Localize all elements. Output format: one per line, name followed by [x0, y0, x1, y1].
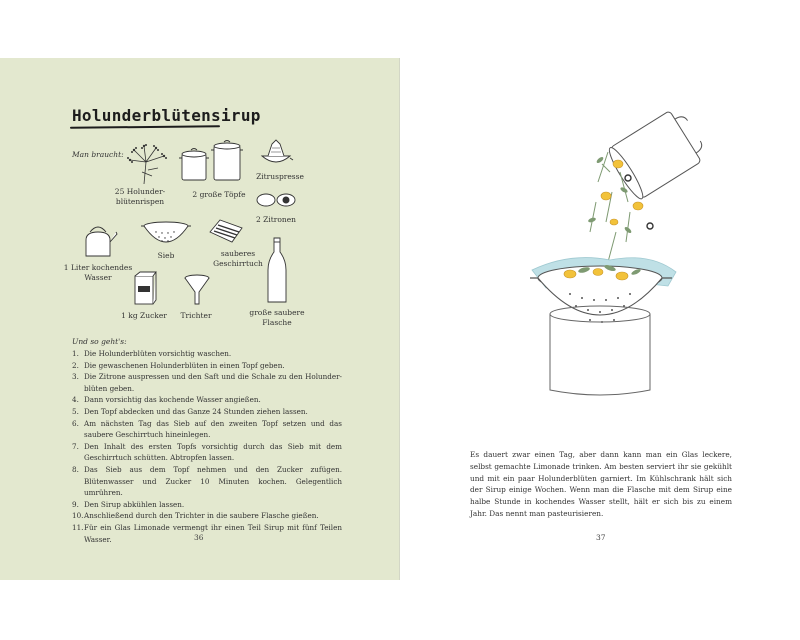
list-item: 2. Die gewaschenen Holunderblüten in einen Topf geben.	[72, 360, 285, 370]
label-pots: 2 große Töpfe	[192, 190, 246, 199]
page-number-left: 36	[194, 533, 204, 542]
list-item: 9. Den Sirup abkühlen lassen.	[72, 499, 185, 509]
funnel-illustration	[182, 272, 212, 306]
label-funnel: Trichter	[180, 311, 212, 320]
sieve-illustration	[140, 218, 192, 248]
juicer-illustration	[258, 138, 294, 170]
cooking-illustration	[510, 102, 710, 402]
book-spread	[0, 58, 800, 580]
bottle-illustration	[266, 236, 288, 306]
right-page	[400, 58, 800, 580]
label-elderflower: 25 Holunder- blütenrispen	[114, 187, 166, 206]
list-item: 4. Dann vorsichtig das kochende Wasser angießen.	[72, 395, 261, 405]
list-item: 8. Das Sieb aus dem Topf nehmen und den Zucker zufügen. Blütenwasser und Zucker 10 Minuten kochen. Gelegentlich umrühren.	[72, 464, 342, 498]
lemons-illustration	[254, 190, 300, 210]
ingredients-heading: Man braucht:	[72, 150, 124, 159]
label-sieve: Sieb	[157, 251, 175, 260]
left-page	[0, 58, 399, 580]
right-paragraph: Es dauert zwar einen Tag, aber dann kann man ein Glas leckere, selbst gemachte Limonade trinken. Am besten serviert ihr sie gekühlt und mit ein paar Holunderblüten garniert. Im Kühlschrank hält sich der Sirup einige Wochen. Wenn man die Flasche mit dem Sirup eine halbe Stunde in kochendes Wasser stellt, hält er sich bis zu einem Jahr. Das nennt man pasteurisieren.	[470, 450, 732, 518]
list-item: 6. Am nächsten Tag das Sieb auf den zweiten Topf setzen und das saubere Geschirrtuch hineinlegen.	[72, 418, 342, 440]
label-towel: sauberes Geschirrtuch	[213, 249, 263, 268]
towel-illustration	[208, 218, 244, 246]
kettle-illustration	[80, 224, 120, 260]
list-item: 5. Den Topf abdecken und das Ganze 24 Stunden ziehen lassen.	[72, 406, 308, 416]
pots-illustration	[178, 140, 248, 184]
instruction-list	[72, 348, 342, 545]
label-sugar: 1 kg Zucker	[121, 311, 167, 320]
instructions-heading: Und so geht's:	[72, 337, 127, 346]
list-item: 11. Für ein Glas Limonade vermengt ihr einen Teil Sirup mit fünf Teilen Wasser.	[72, 522, 342, 544]
label-lemons: 2 Zitronen	[256, 215, 296, 224]
sugar-illustration	[132, 270, 158, 306]
elderflower-illustration	[122, 142, 170, 186]
list-item: 10. Anschließend durch den Trichter in die saubere Flasche gießen.	[72, 511, 319, 521]
list-item: 3. Die Zitrone auspressen und den Saft und die Schale zu den Holunder-blüten geben.	[72, 372, 342, 393]
label-bottle: große saubere Flasche	[249, 308, 305, 327]
label-kettle: 1 Liter kochendes Wasser	[63, 263, 133, 282]
list-item: 7. Den Inhalt des ersten Topfs vorsichtig durch das Sieb mit dem Geschirrtuch schütten. Abtropfen lassen.	[72, 441, 342, 463]
recipe-title: Holunderblütensirup	[72, 106, 261, 125]
page-number-right: 37	[596, 533, 606, 542]
list-item: 1. Die Holunderblüten vorsichtig waschen.	[72, 349, 232, 358]
title-underline	[70, 125, 220, 129]
label-juicer: Zitruspresse	[256, 172, 304, 181]
